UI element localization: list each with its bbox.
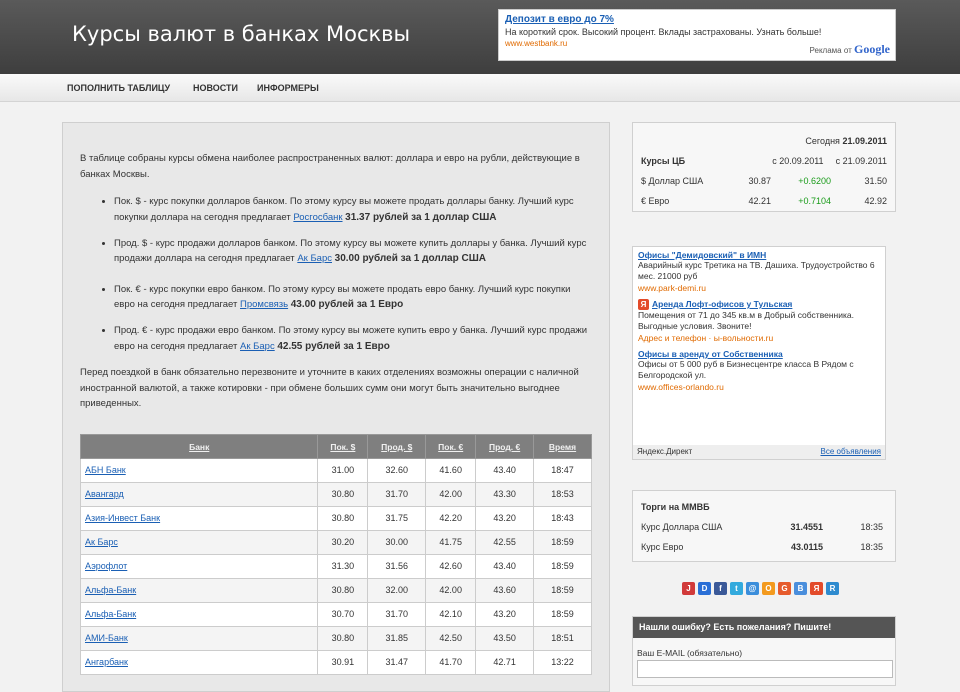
rate-cell: 18:53: [534, 483, 592, 507]
cbr-row-usd: $ Доллар США 30.87 +0.6200 31.50: [641, 176, 887, 186]
ad-url[interactable]: www.park-demi.ru: [638, 282, 707, 293]
table-row: [81, 555, 592, 579]
table-row: [81, 507, 592, 531]
cbr-row-eur: € Евро 42.21 +0.7104 42.92: [641, 196, 887, 206]
twitter-icon[interactable]: t: [730, 582, 743, 595]
rate-cell: 43.30: [476, 483, 534, 507]
ad-google-label: Реклама от Google: [809, 42, 890, 56]
yandex-icon: Я: [638, 299, 649, 310]
rate-cell: 32.00: [368, 579, 426, 603]
today-date: 21.09.2011: [842, 136, 887, 146]
today-label: Сегодня: [805, 136, 840, 146]
bank-link[interactable]: АБН Банк: [85, 465, 126, 476]
nav-item-news[interactable]: НОВОСТИ: [193, 83, 239, 93]
rate-cell: 43.20: [476, 507, 534, 531]
column-header-buy-usd[interactable]: Пок. $: [318, 435, 368, 459]
yandex-icon[interactable]: Я: [810, 582, 823, 595]
rate-cell: 41.70: [426, 651, 476, 675]
rate-cell: 31.70: [368, 483, 426, 507]
livejournal-icon[interactable]: J: [682, 582, 695, 595]
rate-cell: 42.60: [426, 555, 476, 579]
rate-cell: 18:59: [534, 555, 592, 579]
rate-cell: 31.75: [368, 507, 426, 531]
rate-cell: 43.40: [476, 555, 534, 579]
rate-cell: 43.50: [476, 627, 534, 651]
yandex-direct-link[interactable]: Яндекс.Директ: [637, 447, 693, 456]
cbr-rates-box: [632, 122, 896, 212]
column-header-time: Время: [534, 435, 592, 459]
rates-table: [80, 434, 592, 675]
rate-cell: 31.56: [368, 555, 426, 579]
rate-cell: 31.30: [318, 555, 368, 579]
up-change: +0.7104: [798, 196, 831, 206]
bank-link[interactable]: Авангард: [85, 489, 124, 500]
table-row: [81, 459, 592, 483]
intro-text: В таблице собраны курсы обмена наиболее распространенных валют: доллара и евро на рубли, действующие в банках Москвы.: [80, 153, 580, 180]
site-header: [0, 0, 960, 74]
rate-cell: 42.10: [426, 603, 476, 627]
rate-cell: 42.55: [476, 531, 534, 555]
rss-icon[interactable]: R: [826, 582, 839, 595]
bank-link[interactable]: Ангарбанк: [85, 657, 128, 668]
email-field[interactable]: [637, 660, 893, 678]
rate-cell: 42.00: [426, 579, 476, 603]
column-header-bank[interactable]: Банк: [81, 435, 318, 459]
ad-description: На короткий срок. Высокий процент. Вклады застрахованы. Узнать больше!: [505, 27, 822, 37]
rate-cell: 43.40: [476, 459, 534, 483]
bank-link[interactable]: АМИ-Банк: [85, 633, 128, 644]
rate-cell: 13:22: [534, 651, 592, 675]
mail-icon[interactable]: @: [746, 582, 759, 595]
rate-cell: 42.20: [426, 507, 476, 531]
rate-cell: 43.60: [476, 579, 534, 603]
rate-cell: 31.70: [368, 603, 426, 627]
bank-link[interactable]: Ак Барс: [85, 537, 118, 548]
best-bank-link[interactable]: Ак Барс: [297, 253, 332, 265]
rate-cell: 18:59: [534, 531, 592, 555]
table-header-row: [81, 435, 592, 459]
rate-cell: 42.50: [426, 627, 476, 651]
rate-cell: 41.75: [426, 531, 476, 555]
bank-link[interactable]: Альфа-Банк: [85, 585, 137, 596]
yandex-direct-ads: [632, 246, 886, 460]
ad-title[interactable]: Офисы в аренду от Собственника: [638, 348, 783, 359]
rate-cell: 32.60: [368, 459, 426, 483]
column-header-sell-eur[interactable]: Прод. €: [476, 435, 534, 459]
rate-cell: 18:59: [534, 603, 592, 627]
odnoklassniki-icon[interactable]: O: [762, 582, 775, 595]
google-icon[interactable]: G: [778, 582, 791, 595]
main-content: [62, 122, 610, 692]
best-bank-link[interactable]: Ак Барс: [240, 340, 275, 352]
micex-box: [632, 490, 896, 562]
feedback-title: Нашли ошибку? Есть пожелания? Пишите!: [633, 617, 895, 638]
rate-cell: 30.80: [318, 627, 368, 651]
ad-url[interactable]: Адрес и телефон · ы-вольности.ru: [638, 332, 774, 343]
rate-cell: 31.85: [368, 627, 426, 651]
table-row: [81, 651, 592, 675]
rate-cell: 41.60: [426, 459, 476, 483]
rate-cell: 43.20: [476, 603, 534, 627]
ad-title[interactable]: Депозит в евро до 7%: [505, 14, 614, 25]
ad-description: Помещения от 71 до 345 кв.м в Добрый собственника. Выгодные условия. Звоните!: [638, 309, 854, 332]
ad-title[interactable]: Я Аренда Лофт-офисов у Тульская: [638, 299, 880, 310]
top-ad-banner[interactable]: [498, 9, 896, 61]
table-row: [81, 603, 592, 627]
cbr-title: Курсы ЦБ: [641, 156, 686, 166]
column-header-buy-eur[interactable]: Пок. €: [426, 435, 476, 459]
rate-cell: 18:43: [534, 507, 592, 531]
rate-cell: 18:59: [534, 579, 592, 603]
ad-description: Аварийный курс Третика на ТВ. Дашиха. Трудоустройство 6 мес. 21000 руб: [638, 260, 875, 282]
rate-cell: 31.00: [318, 459, 368, 483]
rate-cell: 18:47: [534, 459, 592, 483]
delicious-icon[interactable]: D: [698, 582, 711, 595]
rate-cell: 30.70: [318, 603, 368, 627]
google-logo: Google: [854, 42, 890, 56]
legend-item: • Прод. $ - курс продажи долларов банком. По этому курсу вы можете купить доллары у банка. Лучший курс продажи доллара на сегодня предлагает Ак Барс 30.00 рублей за 1 доллар США: [114, 236, 592, 268]
best-bank-link[interactable]: Росгосбанк: [293, 212, 343, 224]
rate-cell: 30.00: [368, 531, 426, 555]
micex-row-eur: Курс Евро 43.0115 18:35: [641, 542, 883, 552]
rate-cell: 30.20: [318, 531, 368, 555]
cbr-prev-date: с 20.09.2011: [772, 156, 824, 166]
bank-link[interactable]: Азия-Инвест Банк: [85, 513, 161, 524]
legend-item: • Пок. $ - курс покупки долларов банком. По этому курсу вы можете продать доллары банку. Лучший курс покупки доллара на сегодня предлагает Росгосбанк 31.37 рублей за 1 доллар США: [114, 194, 592, 226]
share-icons: [682, 582, 839, 595]
column-header-sell-usd[interactable]: Прод. $: [368, 435, 426, 459]
bank-link[interactable]: Аэрофлот: [85, 561, 128, 572]
micex-title: Торги на ММВБ: [641, 502, 710, 512]
rate-cell: 30.80: [318, 579, 368, 603]
rate-cell: 18:51: [534, 627, 592, 651]
rate-cell: 42.00: [426, 483, 476, 507]
nav-item-informers[interactable]: ИНФОРМЕРЫ: [257, 83, 319, 93]
rate-cell: 30.91: [318, 651, 368, 675]
note-text: Перед поездкой в банк обязательно перезвоните и уточните в каких отделениях возможны операции с наличной иностранной валютой, а также котировки - при обмене больших сумм они могут быть значительно выгоднее приведенных.: [80, 367, 579, 410]
bank-link[interactable]: Альфа-Банк: [85, 609, 137, 620]
micex-row-usd: Курс Доллара США 31.4551 18:35: [641, 522, 883, 532]
ad-description: Офисы от 5 000 руб в Бизнесцентре класса В Рядом с Белгородской ул.: [638, 358, 854, 381]
legend-list: [114, 194, 592, 355]
table-row: [81, 579, 592, 603]
facebook-icon[interactable]: f: [714, 582, 727, 595]
nav-item-add-table[interactable]: ПОПОЛНИТЬ ТАБЛИЦУ: [67, 83, 171, 93]
table-row: [81, 483, 592, 507]
ad-url[interactable]: www.offices-orlando.ru: [638, 381, 724, 392]
email-label: Ваш E-MAIL (обязательно): [637, 648, 743, 658]
table-row: [81, 627, 592, 651]
feedback-form: [632, 616, 896, 686]
best-bank-link[interactable]: Промсвязь: [240, 299, 289, 311]
rate-cell: 30.80: [318, 507, 368, 531]
rate-cell: 31.47: [368, 651, 426, 675]
site-title[interactable]: Курсы валют в банках Москвы: [72, 22, 411, 46]
all-ads-link[interactable]: Все объявления: [820, 447, 881, 456]
legend-item: • Пок. € - курс покупки евро банком. По этому курсу вы можете продать евро банку. Лучший курс покупки евро на сегодня предлагает Промсвязь 43.00 рублей за 1 Евро: [114, 282, 592, 314]
ad-title[interactable]: Офисы "Демидовский" в ИМН: [638, 250, 767, 260]
main-nav: [0, 74, 960, 102]
table-row: [81, 531, 592, 555]
rate-cell: 42.71: [476, 651, 534, 675]
ads-footer: [633, 445, 885, 459]
up-change: +0.6200: [798, 176, 831, 186]
rate-cell: 30.80: [318, 483, 368, 507]
bookmark-icon[interactable]: B: [794, 582, 807, 595]
cbr-cur-date: с 21.09.2011: [835, 156, 887, 166]
ad-url[interactable]: www.westbank.ru: [505, 39, 568, 48]
legend-item: • Прод. € - курс продажи евро банком. По этому курсу вы можете купить евро у банка. Лучший курс продажи евро на сегодня предлагает Ак Барс 42.55 рублей за 1 Евро: [114, 323, 592, 355]
